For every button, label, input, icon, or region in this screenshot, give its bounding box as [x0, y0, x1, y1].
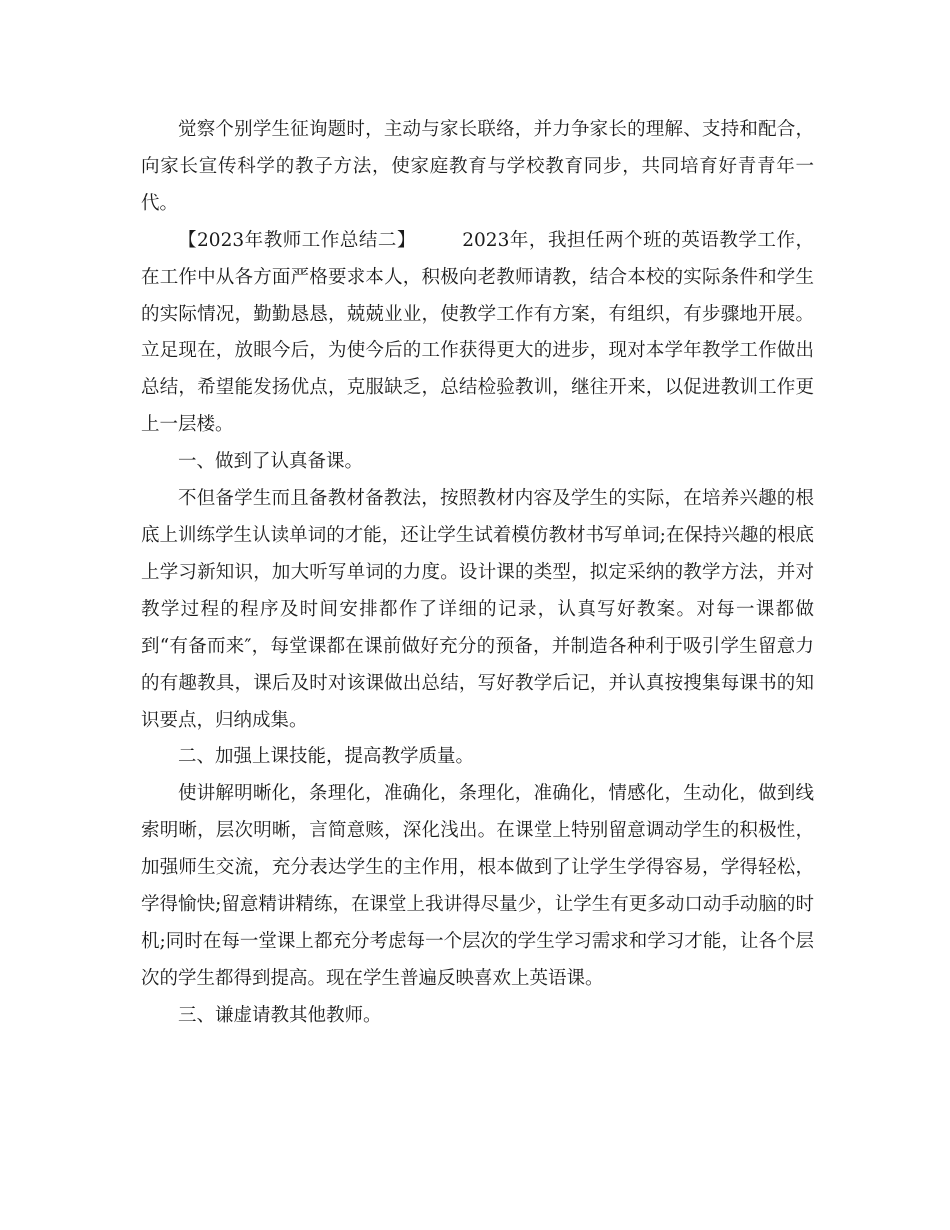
heading-lesson-prep: 一、做到了认真备课。 [178, 451, 364, 473]
section-heading: 【2023年教师工作总结二】 [178, 229, 417, 251]
heading-teaching-quality: 二、加强上课技能，提高教学质量。 [178, 746, 475, 768]
paragraph-summary-two [141, 223, 814, 444]
heading-consult-teachers: 三、谦虚请教其他教师。 [178, 1004, 382, 1026]
paragraph-lesson-prep: 不但备学生而且备教材备教法，按照教材内容及学生的实际，在培养兴趣的根底上训练学生认读单词的才能，还让学生试着模仿教材书写单词;在保持兴趣的根底上学习新知识，加大听写单词的力度。设计课的类型，拟定采纳的教学方法，并对教学过程的程序及时间安排都作了详细的记录，认真写好教案。对每一课都做到“有备而来″，每堂课都在课前做好充分的预备，并制造各种利于吸引学生留意力的有趣教具，课后及时对该课做出总结，写好教学后记，并认真按搜集每课书的知识要点，归纳成集。 [141, 488, 814, 731]
paragraph-teaching-quality: 使讲解明晰化，条理化，准确化，条理化，准确化，情感化，生动化，做到线索明晰，层次明晰，言简意赅，深化浅出。在课堂上特别留意调动学生的积极性，加强师生交流，充分表达学生的主作用，根本做到了让学生学得容易，学得轻松，学得愉快;留意精讲精练，在课堂上我讲得尽量少，让学生有更多动口动手动脑的时机;同时在每一堂课上都充分考虑每一个层次的学生学习需求和学习才能，让各个层次的学生都得到提高。现在学生普遍反映喜欢上英语课。 [141, 783, 814, 989]
section-intro-text: 2023年，我担任两个班的英语教学工作，在工作中从各方面严格要求本人，积极向老教师请教，结合本校的实际条件和学生的实际情况，勤勤恳恳，兢兢业业，使教学工作有方案，有组织，有步骤地开展。立足现在，放眼今后，为使今后的工作获得更大的进步，现对本学年教学工作做出总结，希望能发扬优点，克服缺乏，总结检验教训，继往开来，以促进教训工作更上一层楼。 [141, 229, 814, 436]
document-body [141, 112, 814, 1035]
paragraph-parent-contact: 觉察个别学生征询题时，主动与家长联络，并力争家长的理解、支持和配合，向家长宣传科学的教子方法，使家庭教育与学校教育同步，共同培育好青青年一代。 [141, 119, 814, 214]
